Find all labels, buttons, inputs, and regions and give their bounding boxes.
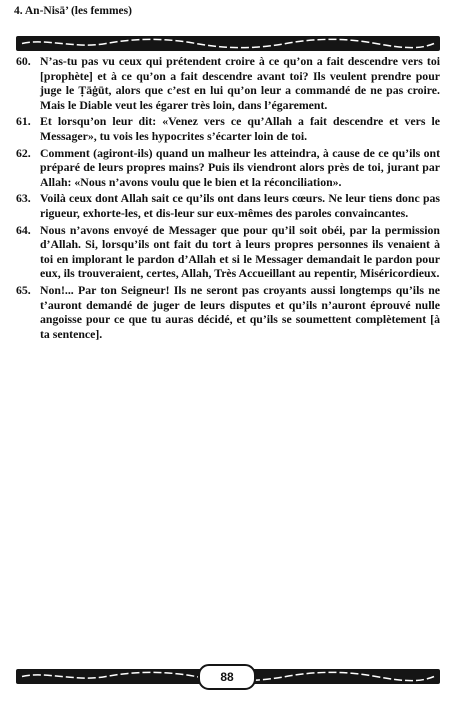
verse-64: [16, 223, 440, 281]
verse-number: 65.: [16, 282, 31, 297]
verse-number: 64.: [16, 222, 31, 237]
verse-number: 60.: [16, 54, 31, 68]
top-ornament-border: [16, 36, 440, 51]
verse-text: N’as-tu pas vu ceux qui prétendent croire à ce qu’on a fait descendre vers toi [prophète] et à ce qu’on a fait descendre avant toi? Ils veulent prendre pour juge le Ṭāġūt, alors que c’est en lui qu’on leur a commandé de ne pas croire. Mais le Diable veut les égarer très loin, dans l’égarement.: [40, 54, 440, 112]
verse-63: [16, 191, 440, 220]
running-header: 4. An-Nisā’ (les femmes): [14, 5, 132, 17]
page-number: 88: [198, 664, 256, 690]
verse-text: Non!... Par ton Seigneur! Ils ne seront pas croyants aussi longtemps qu’ils ne t’auront demandé de juger de leurs disputes et qu’ils n’auront éprouvé nulle angoisse pour ce que tu auras décidé, et qu’ils se soumettent complètement [à ta sentence].: [40, 282, 440, 341]
verse-text: Comment (agiront-ils) quand un malheur les atteindra, à cause de ce qu’ils ont préparé de leurs propres mains? Puis ils viendront alors près de toi, jurant par Allah: «Nous n’avons voulu que le bien et la réconciliation».: [40, 145, 440, 189]
verse-text: Et lorsqu’on leur dit: «Venez vers ce qu’Allah a fait descendre et vers le Messager», tu vois les hypocrites s’écarter loin de toi.: [40, 114, 440, 143]
verse-65: [16, 283, 440, 341]
verse-number: 63.: [16, 191, 31, 206]
verse-60: [16, 54, 440, 112]
verse-text: Nous n’avons envoyé de Messager que pour qu’il soit obéi, par la permission d’Allah. Si, lorsqu’ils ont fait du tort à leurs propres personnes ils venaient à toi en implorant le pardon d’Allah et si le Messager demandait le pardon pour eux, ils trouveraient, certes, Allah, Très Accueillant au repentir, Miséricordieux.: [40, 222, 440, 281]
verse-number: 62.: [16, 145, 31, 160]
verse-text: Voilà ceux dont Allah sait ce qu’ils ont dans leurs cœurs. Ne leur tiens donc pas rigueur, exhorte-les, et dis-leur sur eux-mêmes des paroles convaincantes.: [40, 191, 440, 220]
verse-number: 61.: [16, 114, 31, 129]
page-text: [16, 54, 440, 343]
verse-62: [16, 146, 440, 190]
verse-61: [16, 114, 440, 143]
